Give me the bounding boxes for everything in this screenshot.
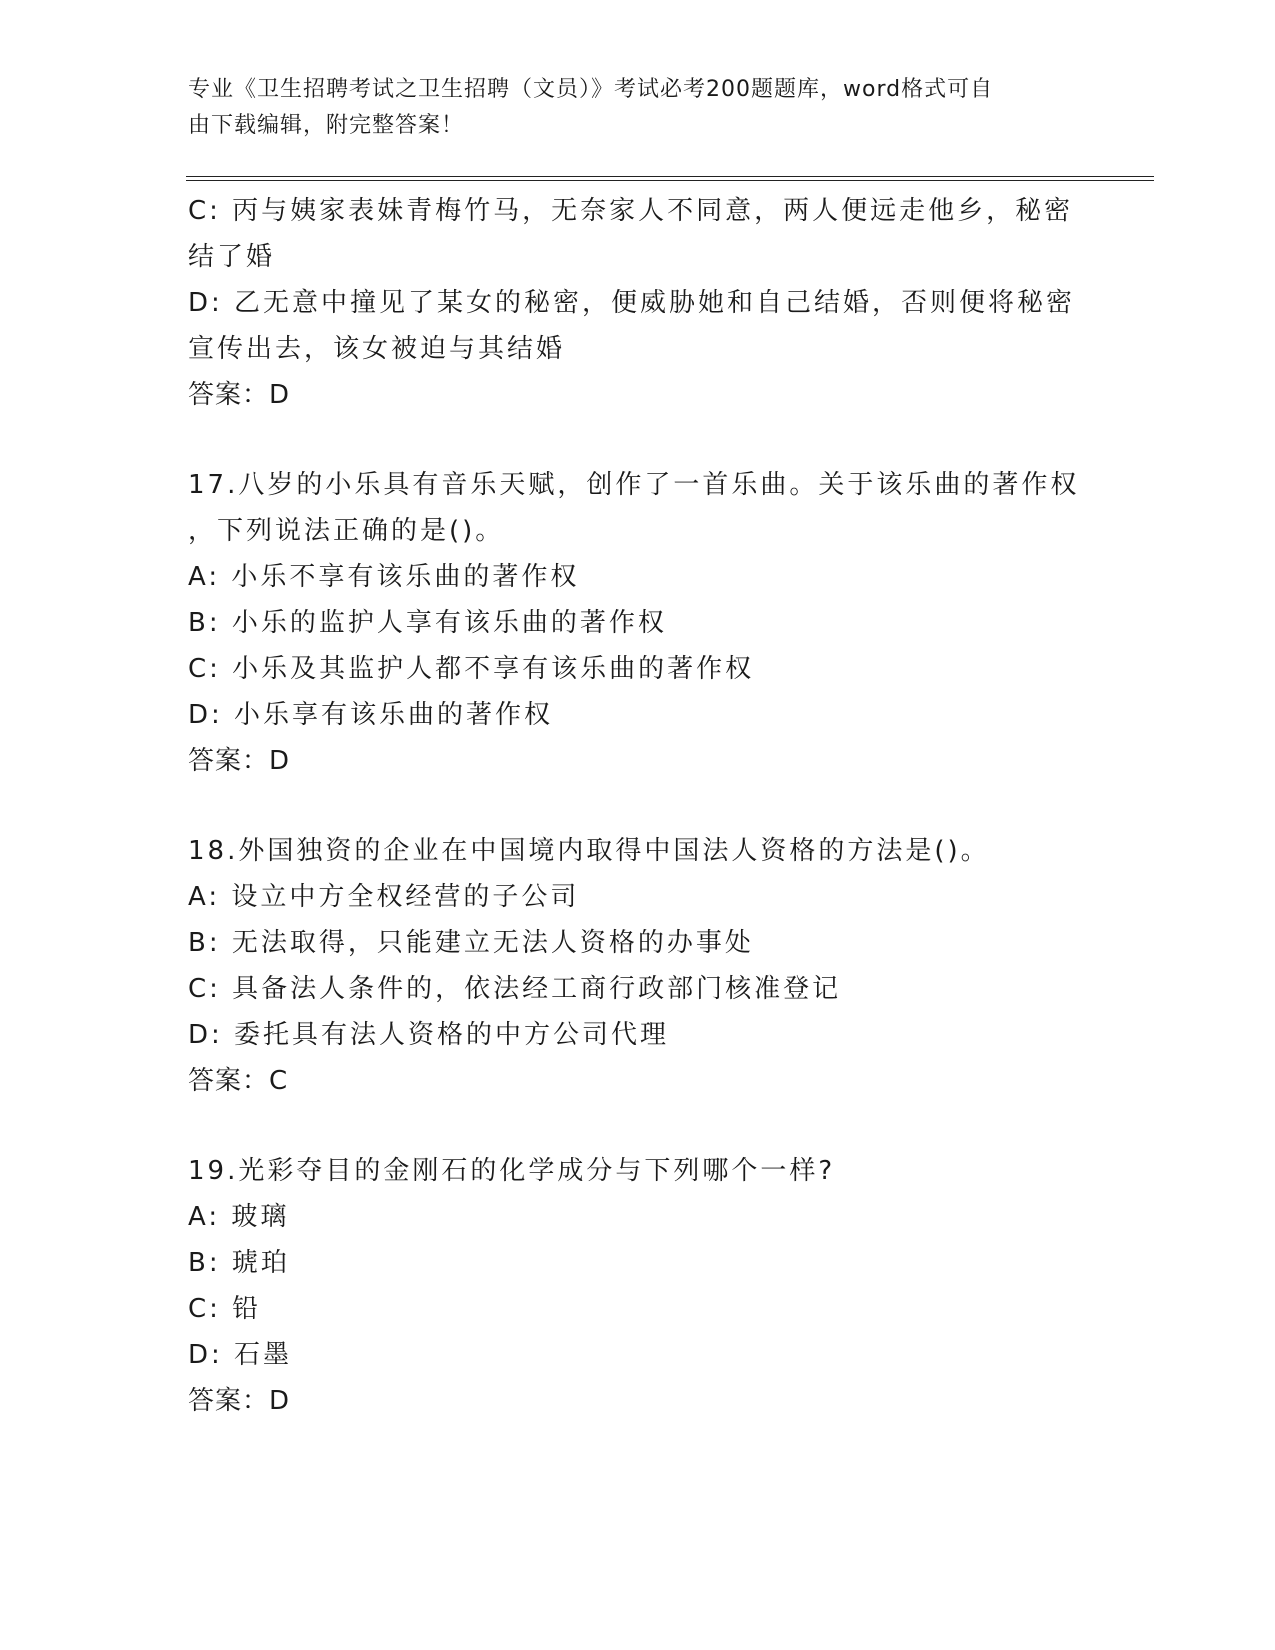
option-c: C: 铅 (188, 1294, 262, 1324)
header-title-line-2: 由下载编辑，附完整答案！ (188, 113, 465, 138)
document-header (188, 72, 1068, 144)
option-a: A: 小乐不享有该乐曲的著作权 (188, 562, 580, 592)
option-d-continuation: 宣传出去，该女被迫与其结婚 (188, 334, 566, 364)
answer: 答案：D (188, 1386, 291, 1416)
answer: 答案：D (188, 746, 291, 776)
option-d: D: 石墨 (188, 1340, 293, 1370)
question-block-19 (188, 1148, 1088, 1424)
question-block-18 (188, 828, 1088, 1104)
option-c: C: 丙与姨家表妹青梅竹马，无奈家人不同意，两人便远走他乡，秘密 (188, 196, 1074, 226)
option-b: B: 小乐的监护人享有该乐曲的著作权 (188, 608, 667, 638)
option-d: D: 小乐享有该乐曲的著作权 (188, 700, 554, 730)
header-divider (186, 176, 1154, 181)
question-stem: 19.光彩夺目的金刚石的化学成分与下列哪个一样? (188, 1156, 836, 1186)
header-title-line-1: 专业《卫生招聘考试之卫生招聘（文员）》考试必考200题题库，word格式可自 (188, 77, 994, 102)
option-c-continuation: 结了婚 (188, 242, 276, 272)
spacer (188, 784, 1088, 828)
option-d: D: 委托具有法人资格的中方公司代理 (188, 1020, 670, 1050)
question-stem-continuation: ，下列说法正确的是()。 (188, 516, 505, 546)
option-d: D: 乙无意中撞见了某女的秘密，便威胁她和自己结婚，否则便将秘密 (188, 288, 1076, 318)
question-list (188, 188, 1088, 1424)
question-block-17 (188, 462, 1088, 784)
option-a: A: 玻璃 (188, 1202, 290, 1232)
option-c: C: 小乐及其监护人都不享有该乐曲的著作权 (188, 654, 755, 684)
option-b: B: 琥珀 (188, 1248, 290, 1278)
question-stem: 17.八岁的小乐具有音乐天赋，创作了一首乐曲。关于该乐曲的著作权 (188, 470, 1080, 500)
question-stem: 18.外国独资的企业在中国境内取得中国法人资格的方法是()。 (188, 836, 990, 866)
answer: 答案：D (188, 380, 291, 410)
option-b: B: 无法取得，只能建立无法人资格的办事处 (188, 928, 754, 958)
answer: 答案：C (188, 1066, 289, 1096)
spacer (188, 1104, 1088, 1148)
option-a: A: 设立中方全权经营的子公司 (188, 882, 580, 912)
question-block-16 (188, 188, 1088, 418)
spacer (188, 418, 1088, 462)
option-c: C: 具备法人条件的，依法经工商行政部门核准登记 (188, 974, 842, 1004)
